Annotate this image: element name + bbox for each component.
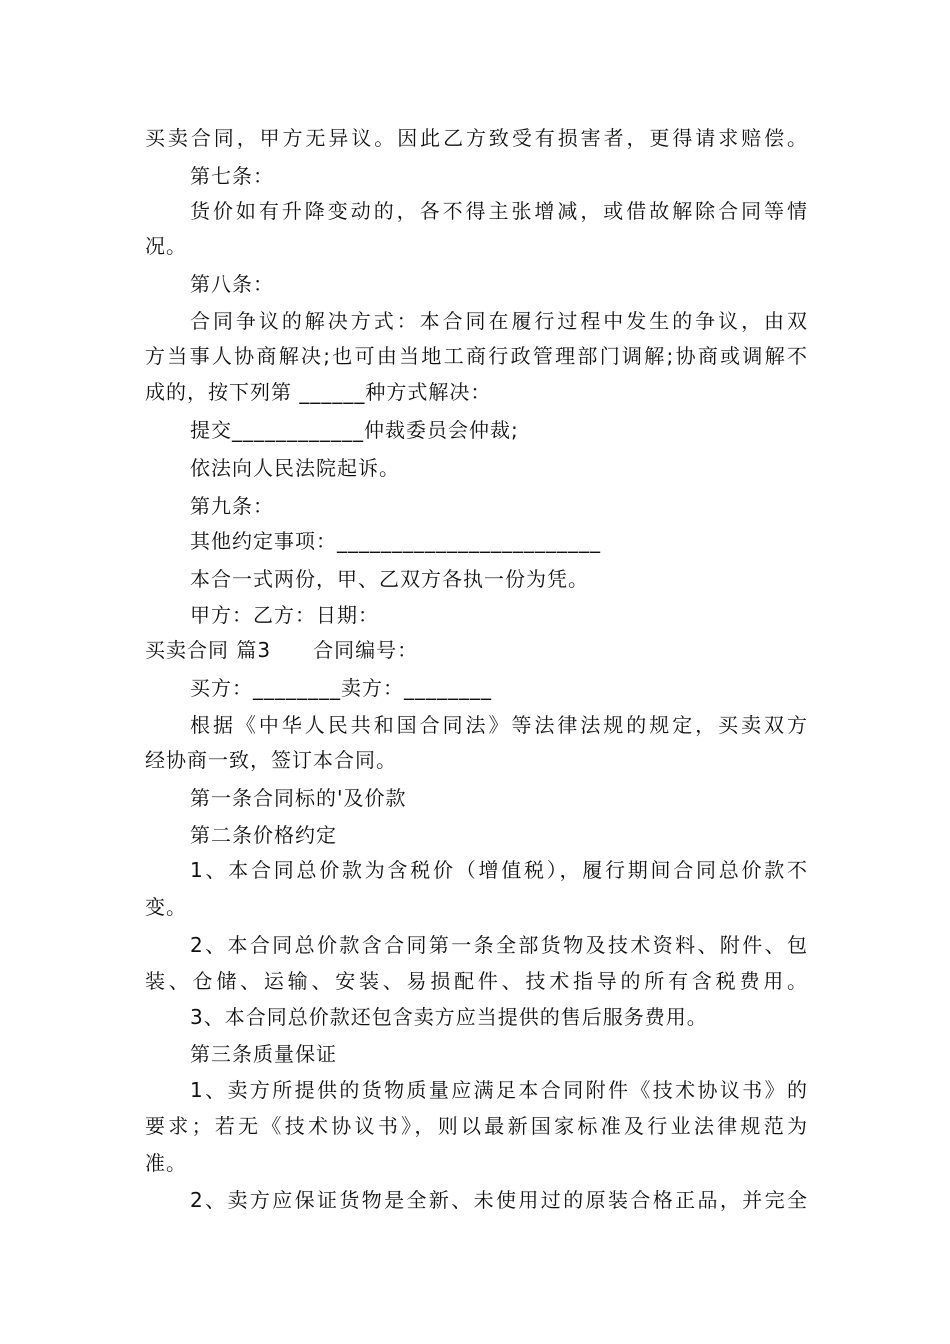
text-line: 方当事人协商解决;也可由当地工商行政管理部门调解;协商或调解不 bbox=[145, 344, 807, 368]
section-heading: 买卖合同 篇3 合同编号： bbox=[145, 638, 419, 662]
text-line: 成的，按下列第 ______种方式解决： bbox=[145, 380, 492, 404]
article-heading: 第二条价格约定 bbox=[190, 823, 337, 847]
article-heading: 第七条： bbox=[190, 164, 274, 188]
text-line: 2、本合同总价款含合同第一条全部货物及技术资料、附件、包 bbox=[190, 933, 807, 957]
text-line: 其他约定事项：________________________ bbox=[190, 529, 601, 553]
text-line: 货价如有升降变动的，各不得主张增减，或借故解除合同等情 bbox=[190, 199, 807, 223]
article-heading: 第三条质量保证 bbox=[190, 1042, 337, 1066]
article-heading: 第八条： bbox=[190, 272, 274, 296]
text-line: 甲方：乙方：日期： bbox=[190, 603, 379, 627]
article-heading: 第一条合同标的'及价款 bbox=[190, 786, 407, 810]
text-line: 依法向人民法院起诉。 bbox=[190, 456, 400, 480]
text-line: 变。 bbox=[145, 895, 187, 919]
text-line: 况。 bbox=[145, 234, 187, 258]
text-line: 3、本合同总价款还包含卖方应当提供的售后服务费用。 bbox=[190, 1005, 708, 1029]
text-line: 本合一式两份，甲、乙双方各执一份为凭。 bbox=[190, 567, 589, 591]
text-line: 买方：________卖方：________ bbox=[190, 676, 492, 700]
text-line: 2、卖方应保证货物是全新、未使用过的原装合格正品，并完全 bbox=[190, 1188, 807, 1212]
text-line: 准。 bbox=[145, 1151, 187, 1175]
text-line: 合同争议的解决方式：本合同在履行过程中发生的争议，由双 bbox=[190, 309, 807, 333]
text-line: 经协商一致，签订本合同。 bbox=[145, 748, 397, 772]
text-line: 买卖合同，甲方无异议。因此乙方致受有损害者，更得请求赔偿。 bbox=[145, 126, 807, 150]
text-line: 根据《中华人民共和国合同法》等法律法规的规定，买卖双方 bbox=[190, 713, 807, 737]
text-line: 要求；若无《技术协议书》，则以最新国家标准及行业法律规范为 bbox=[145, 1114, 807, 1138]
text-line: 1、卖方所提供的货物质量应满足本合同附件《技术协议书》的 bbox=[190, 1078, 807, 1102]
text-line: 提交____________仲裁委员会仲裁; bbox=[190, 418, 519, 442]
article-heading: 第九条： bbox=[190, 494, 274, 518]
text-line: 1、本合同总价款为含税价（增值税），履行期间合同总价款不 bbox=[190, 858, 807, 882]
text-line: 装、仓储、运输、安装、易损配件、技术指导的所有含税费用。 bbox=[145, 969, 807, 993]
